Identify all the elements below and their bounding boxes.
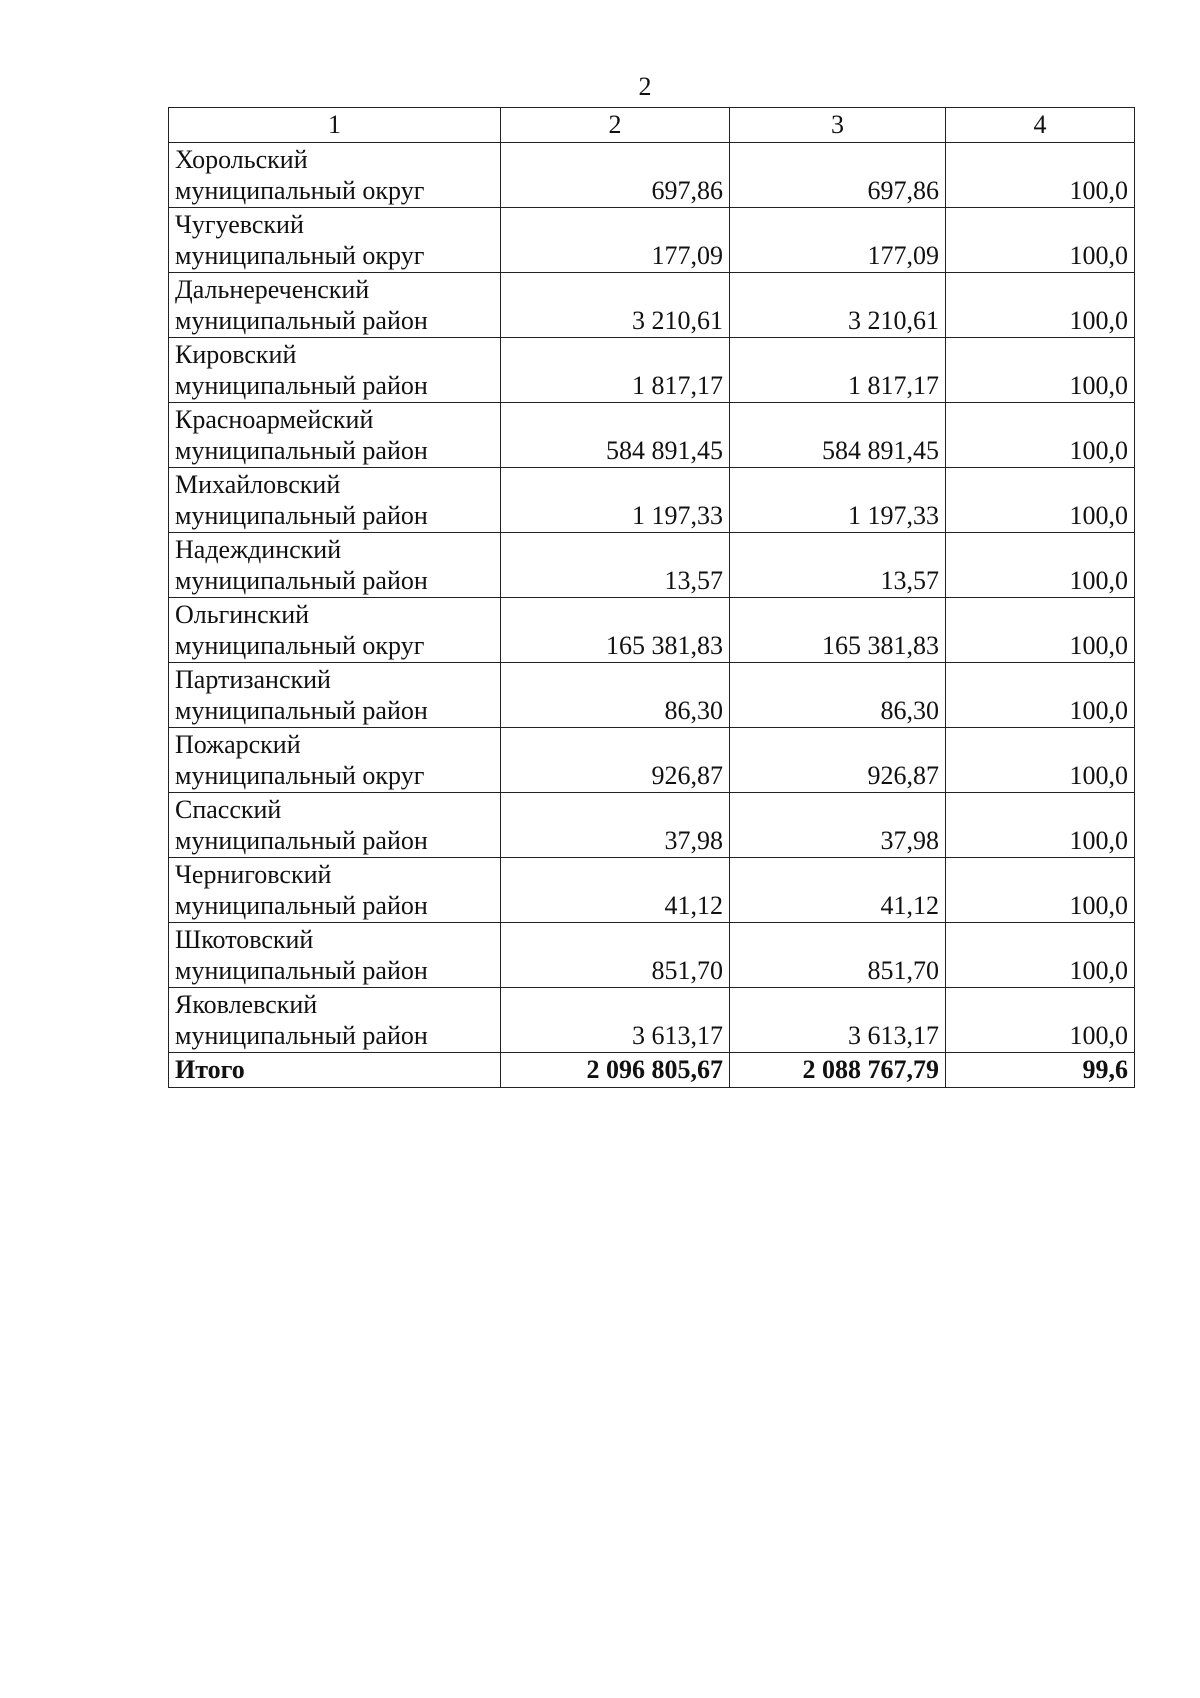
municipality-type: муниципальный округ: [175, 241, 425, 270]
column-3-value: 165 381,83: [730, 598, 946, 663]
municipality-name: Пожарский: [175, 730, 301, 759]
column-3-value: 37,98: [730, 793, 946, 858]
municipality-name: Партизанский: [175, 665, 331, 694]
municipality-name: Ольгинский: [175, 600, 310, 629]
municipality-type: муниципальный район: [175, 956, 428, 985]
column-4-value: 100,0: [946, 663, 1135, 728]
total-row: [169, 1053, 1135, 1088]
column-2-value: 584 891,45: [501, 403, 730, 468]
municipality-name-cell: [169, 208, 501, 273]
municipality-name: Чугуевский: [175, 210, 304, 239]
column-3-value: 86,30: [730, 663, 946, 728]
column-header-4: 4: [946, 108, 1135, 143]
column-3-value: 1 817,17: [730, 338, 946, 403]
column-4-value: 100,0: [946, 338, 1135, 403]
table-row: [169, 598, 1135, 663]
table-row: [169, 793, 1135, 858]
column-4-value: 100,0: [946, 468, 1135, 533]
total-column-3-value: 2 088 767,79: [730, 1053, 946, 1088]
municipality-name-cell: [169, 793, 501, 858]
municipality-type: муниципальный район: [175, 306, 428, 335]
data-table: [168, 107, 1135, 1088]
municipality-name: Спасский: [175, 795, 282, 824]
column-2-value: 13,57: [501, 533, 730, 598]
column-3-value: 697,86: [730, 143, 946, 208]
column-2-value: 1 197,33: [501, 468, 730, 533]
column-2-value: 697,86: [501, 143, 730, 208]
table-row: [169, 273, 1135, 338]
municipality-name: Хорольский: [175, 145, 308, 174]
municipality-type: муниципальный округ: [175, 761, 425, 790]
column-4-value: 100,0: [946, 858, 1135, 923]
column-3-value: 177,09: [730, 208, 946, 273]
municipality-type: муниципальный район: [175, 1021, 428, 1050]
municipality-name-cell: [169, 858, 501, 923]
column-2-value: 1 817,17: [501, 338, 730, 403]
table-row: [169, 143, 1135, 208]
municipality-type: муниципальный район: [175, 371, 428, 400]
municipality-name-cell: [169, 533, 501, 598]
column-4-value: 100,0: [946, 273, 1135, 338]
municipality-name-cell: [169, 728, 501, 793]
column-3-value: 13,57: [730, 533, 946, 598]
municipality-name: Яковлевский: [175, 990, 318, 1019]
municipality-type: муниципальный район: [175, 826, 428, 855]
table-row: [169, 728, 1135, 793]
table-row: [169, 988, 1135, 1053]
table-header-row: [169, 108, 1135, 143]
column-4-value: 100,0: [946, 793, 1135, 858]
column-3-value: 851,70: [730, 923, 946, 988]
column-4-value: 100,0: [946, 533, 1135, 598]
column-2-value: 86,30: [501, 663, 730, 728]
municipality-name-cell: [169, 143, 501, 208]
table-row: [169, 338, 1135, 403]
municipality-name: Черниговский: [175, 860, 332, 889]
column-4-value: 100,0: [946, 143, 1135, 208]
column-4-value: 100,0: [946, 728, 1135, 793]
column-3-value: 41,12: [730, 858, 946, 923]
municipality-type: муниципальный район: [175, 696, 428, 725]
column-2-value: 926,87: [501, 728, 730, 793]
municipality-name-cell: [169, 273, 501, 338]
table-row: [169, 403, 1135, 468]
municipality-type: муниципальный округ: [175, 176, 425, 205]
column-2-value: 3 613,17: [501, 988, 730, 1053]
municipality-name-cell: [169, 923, 501, 988]
municipality-name-cell: [169, 338, 501, 403]
column-header-1: 1: [169, 108, 501, 143]
column-4-value: 100,0: [946, 403, 1135, 468]
column-2-value: 37,98: [501, 793, 730, 858]
municipality-name-cell: [169, 403, 501, 468]
municipality-name-cell: [169, 468, 501, 533]
municipality-type: муниципальный район: [175, 436, 428, 465]
municipality-name: Кировский: [175, 340, 297, 369]
column-3-value: 1 197,33: [730, 468, 946, 533]
table-row: [169, 468, 1135, 533]
municipality-name-cell: [169, 988, 501, 1053]
table-row: [169, 858, 1135, 923]
municipality-name-cell: [169, 663, 501, 728]
column-2-value: 851,70: [501, 923, 730, 988]
column-3-value: 3 613,17: [730, 988, 946, 1053]
table-row: [169, 923, 1135, 988]
column-header-3: 3: [730, 108, 946, 143]
column-2-value: 3 210,61: [501, 273, 730, 338]
municipality-name: Дальнереченский: [175, 275, 370, 304]
municipality-name: Шкотовский: [175, 925, 314, 954]
page-number: 2: [638, 72, 652, 101]
municipality-type: муниципальный район: [175, 501, 428, 530]
table-row: [169, 663, 1135, 728]
municipality-type: муниципальный район: [175, 566, 428, 595]
municipality-name: Красноармейский: [175, 405, 374, 434]
column-2-value: 177,09: [501, 208, 730, 273]
municipality-type: муниципальный район: [175, 891, 428, 920]
column-2-value: 41,12: [501, 858, 730, 923]
total-column-4-value: 99,6: [946, 1053, 1135, 1088]
municipality-name: Надеждинский: [175, 535, 342, 564]
column-header-2: 2: [501, 108, 730, 143]
column-2-value: 165 381,83: [501, 598, 730, 663]
municipality-name: Михайловский: [175, 470, 341, 499]
column-3-value: 584 891,45: [730, 403, 946, 468]
total-label: Итого: [169, 1053, 501, 1088]
column-4-value: 100,0: [946, 988, 1135, 1053]
municipality-type: муниципальный округ: [175, 631, 425, 660]
column-4-value: 100,0: [946, 598, 1135, 663]
column-4-value: 100,0: [946, 923, 1135, 988]
column-3-value: 926,87: [730, 728, 946, 793]
column-4-value: 100,0: [946, 208, 1135, 273]
municipality-name-cell: [169, 598, 501, 663]
table-row: [169, 533, 1135, 598]
total-column-2-value: 2 096 805,67: [501, 1053, 730, 1088]
column-3-value: 3 210,61: [730, 273, 946, 338]
table-row: [169, 208, 1135, 273]
